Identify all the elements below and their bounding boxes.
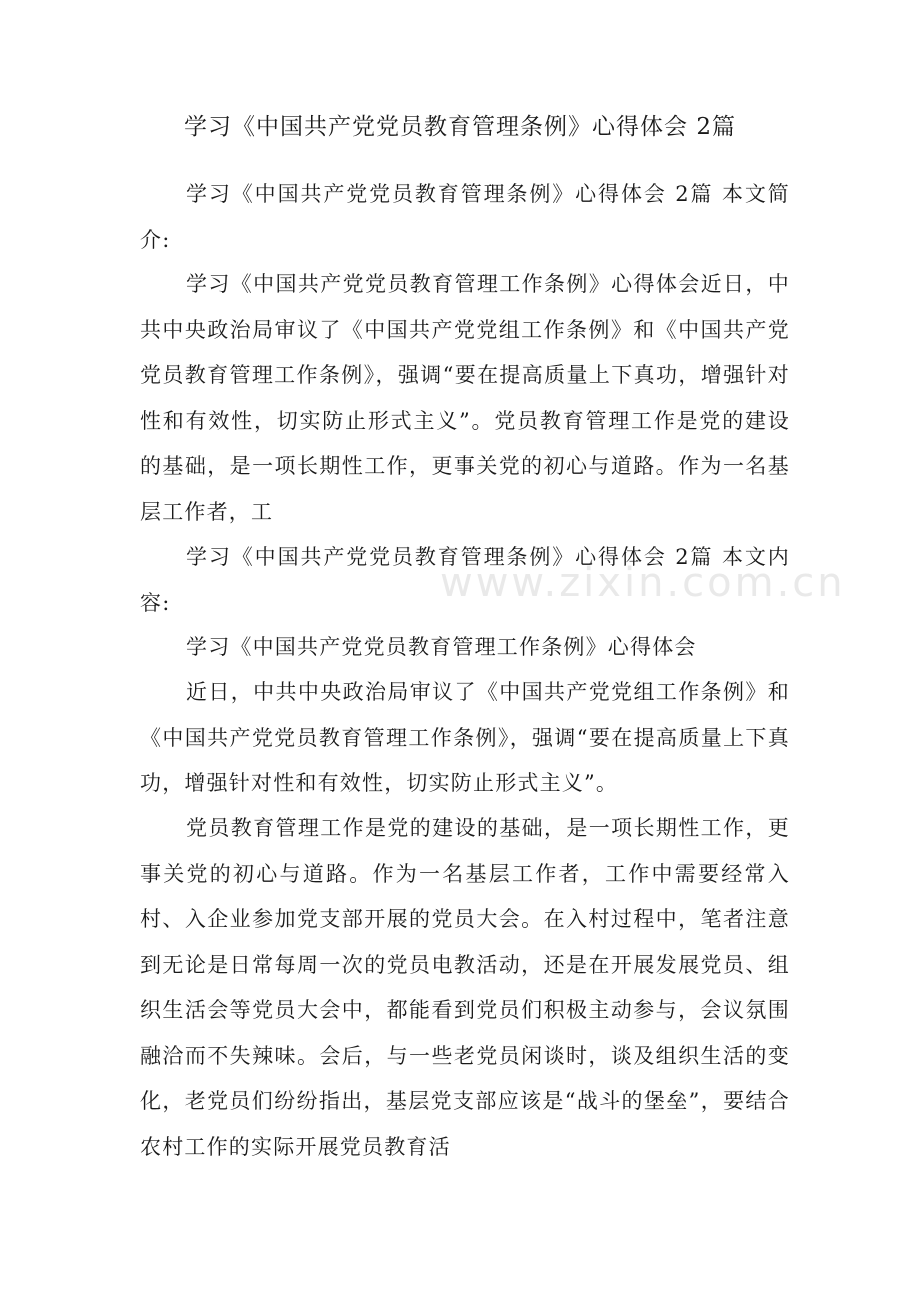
watermark: www.zixin.com.cn bbox=[440, 560, 846, 606]
content-heading: 学习《中国共产党党员教育管理条例》心得体会 2篇 本文内容: bbox=[140, 545, 790, 615]
document-title: 学习《中国共产党党员教育管理条例》心得体会 2篇 bbox=[184, 114, 736, 140]
article-subtitle: 学习《中国共产党党员教育管理工作条例》心得体会 bbox=[186, 635, 697, 659]
intro-summary-heading: 学习《中国共产党党员教育管理条例》心得体会 2篇 本文简介: bbox=[140, 182, 790, 252]
intro-summary-body: 学习《中国共产党党员教育管理工作条例》心得体会近日，中共中央政治局审议了《中国共产党党组工作条例》和《中国共产党党员教育管理工作条例》，强调“要在提高质量上下真功，增强针对性和有效性，切实防止形式主义”。党员教育管理工作是党的建设的基础，是一项长期性工作，更事关党的初心与道路。作为一名基层工作者，工 bbox=[140, 272, 790, 524]
body-paragraph: 党员教育管理工作是党的建设的基础，是一项长期性工作，更事关党的初心与道路。作为一名基层工作者，工作中需要经常入村、入企业参加党支部开展的党员大会。在入村过程中，笔者注意到无论是日常每周一次的党员电教活动，还是在开展发展党员、组织生活会等党员大会中，都能看到党员们积极主动参与，会议氛围融洽而不失辣味。会后，与一些老党员闲谈时，谈及组织生活的变化，老党员们纷纷指出，基层党支部应该是“战斗的堡垒”，要结合农村工作的实际开展党员教育活 bbox=[140, 816, 790, 1159]
body-paragraph: 近日，中共中央政治局审议了《中国共产党党组工作条例》和《中国共产党党员教育管理工作条例》，强调“要在提高质量上下真功，增强针对性和有效性，切实防止形式主义”。 bbox=[140, 680, 790, 795]
